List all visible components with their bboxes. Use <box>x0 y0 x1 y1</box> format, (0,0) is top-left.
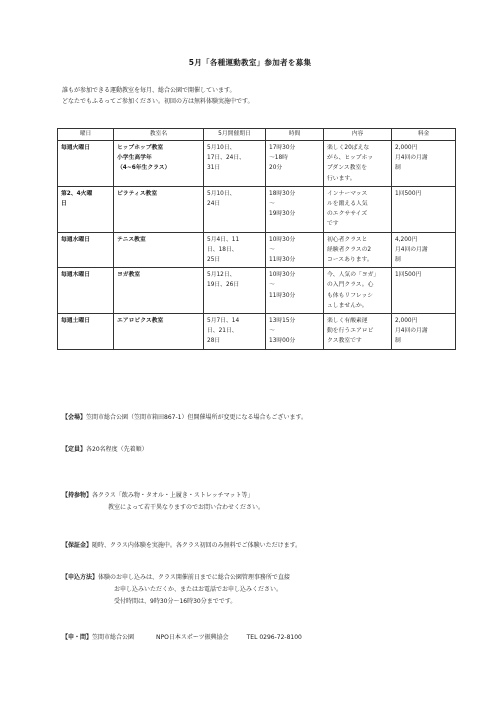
items-section <box>62 490 264 514</box>
cell-dates-line: 日、18日、 <box>207 246 238 253</box>
contact-section <box>62 632 302 644</box>
header-content: 内容 <box>324 129 392 141</box>
cell-day <box>58 186 114 232</box>
venue-text: 笠間市総合公園（笠間市箱田867-1）但開催場所が変更になる場合もございます。 <box>86 414 307 421</box>
cell-dates <box>204 141 266 187</box>
cell-class-name-line: 小学生高学年 <box>117 155 152 162</box>
cell-dates-line: 19日、26日 <box>207 282 240 289</box>
cell-class-name <box>114 186 204 232</box>
cell-day-line: 毎週木曜日 <box>61 272 90 279</box>
apply-label: 【申込方法】 <box>62 574 99 581</box>
cell-content-line: です <box>327 221 339 228</box>
cell-time-line: 11時30分 <box>269 292 296 299</box>
apply-text-3: 受付時間は、9時30分～16時30分までです。 <box>114 598 237 605</box>
cell-class-name-line: ヒップホップ教室 <box>117 145 164 151</box>
cell-time <box>266 141 324 187</box>
cell-time-line: 11時30分 <box>269 257 296 264</box>
cell-content-line: の入門クラス。心 <box>327 282 374 289</box>
cell-day <box>58 232 114 268</box>
cell-class-name-line: テニス教室 <box>117 236 146 243</box>
cell-class-name-line: ヨガ教室 <box>117 272 141 279</box>
cell-day <box>58 314 114 350</box>
cell-content-line: 経験者クラスの2 <box>327 246 372 253</box>
header-time: 時間 <box>266 129 324 141</box>
cell-dates-line: 5月10日、 <box>207 190 236 197</box>
table-row <box>58 186 456 232</box>
cell-fee <box>392 314 456 350</box>
cell-dates <box>204 314 266 350</box>
items-label: 【持参物】 <box>62 492 93 499</box>
cell-dates-line: 24日 <box>207 201 221 208</box>
cell-dates <box>204 268 266 314</box>
cell-fee-line: 4,200円 <box>395 236 418 243</box>
table-row <box>58 314 456 350</box>
table-row <box>58 268 456 314</box>
capacity-text: 各20名程度（先着順） <box>86 446 148 453</box>
table-row <box>58 232 456 268</box>
header-class: 教室名 <box>114 129 204 141</box>
header-day: 曜日 <box>58 129 114 141</box>
cell-time-line: 18時30分 <box>269 190 296 197</box>
cell-content <box>324 314 392 350</box>
cell-content-line: 初心者クラスと <box>327 236 368 243</box>
cell-time-line: 13時15分 <box>269 318 296 325</box>
apply-text-2: お申し込みいただくか、またはお電話でお申し込みください。 <box>114 586 283 593</box>
cell-class-name <box>114 232 204 268</box>
cell-fee <box>392 141 456 187</box>
cell-day <box>58 268 114 314</box>
cell-time-line: ～ <box>269 246 275 253</box>
capacity-section <box>62 444 148 456</box>
cell-content-line: ルを鍛える人気 <box>327 201 368 208</box>
cell-dates-line: 5月4日、11 <box>207 236 240 243</box>
cell-time-line: ～ <box>269 328 275 335</box>
deposit-text: 随時、クラス内体験を実施中。各クラス初回のみ無料でご体験いただけます。 <box>92 542 302 549</box>
cell-fee-line: 月4回の月謝 <box>395 155 428 162</box>
deposit-section <box>62 540 301 552</box>
schedule-table <box>57 128 456 350</box>
cell-day-line: 毎週土曜日 <box>61 318 90 325</box>
cell-content <box>324 232 392 268</box>
cell-content-line: インナーマッス <box>327 190 368 197</box>
cell-content-line: も体もリフレッシ <box>327 292 374 299</box>
cell-class-name <box>114 314 204 350</box>
cell-time-line: 10時30分 <box>269 236 296 243</box>
cell-dates <box>204 232 266 268</box>
capacity-label: 【定員】 <box>62 446 87 453</box>
cell-content-line: 行います。 <box>327 175 356 182</box>
cell-fee <box>392 232 456 268</box>
deposit-label: 【保証金】 <box>62 542 93 549</box>
cell-class-name-line: ピラティス教室 <box>117 190 158 197</box>
cell-content-line: クス教室です <box>327 338 362 345</box>
table-header-row <box>58 129 456 141</box>
cell-content-line: プダンス教室を <box>327 165 368 172</box>
cell-day-line: 毎週火曜日 <box>61 145 90 151</box>
cell-dates-line: 17日、24日、 <box>207 155 245 162</box>
cell-dates-line: 31日 <box>207 165 221 172</box>
cell-time-line: 17時30分 <box>269 145 296 151</box>
contact-label: 【申・問】 <box>62 634 93 641</box>
cell-fee-line: 月4回の月謝 <box>395 246 428 253</box>
cell-class-name-line: エアロビクス教室 <box>117 318 164 325</box>
header-fee: 料金 <box>392 129 456 141</box>
cell-content <box>324 141 392 187</box>
table-row <box>58 141 456 187</box>
cell-fee-line: 2,000円 <box>395 145 418 151</box>
cell-content-line: がら、ヒップホッ <box>327 155 374 162</box>
cell-class-name <box>114 141 204 187</box>
contact-org2: NPO日本スポーツ振興協会 <box>156 634 229 641</box>
contact-tel: TEL 0296-72-8100 <box>246 634 302 641</box>
cell-time-line: ～ <box>269 201 275 208</box>
cell-dates-line: 5月12日、 <box>207 272 236 279</box>
venue-section <box>62 412 307 424</box>
cell-day <box>58 141 114 187</box>
cell-content-line: 今、人気の「ヨガ」 <box>327 272 380 279</box>
cell-content-line: 動を行うエアロビ <box>327 328 374 335</box>
cell-fee-line: 月4回の月謝 <box>395 328 428 335</box>
cell-dates-line: 日、21日、 <box>207 328 238 335</box>
cell-class-name <box>114 268 204 314</box>
cell-dates-line: 5月7日、14 <box>207 318 240 325</box>
cell-time-line: 13時00分 <box>269 338 296 345</box>
cell-content <box>324 268 392 314</box>
cell-fee-line: 制 <box>395 338 401 345</box>
cell-fee-line: 2,000円 <box>395 318 418 325</box>
cell-time-line: 20分 <box>269 165 283 172</box>
apply-text-1: 体験のお申し込みは、クラス開催前日までに総合公園管理事務所で直接 <box>98 574 290 581</box>
cell-time-line: ～18時 <box>269 155 288 162</box>
cell-day-line: 日 <box>61 201 67 208</box>
cell-time <box>266 314 324 350</box>
cell-dates-line: 25日 <box>207 257 221 264</box>
cell-fee <box>392 186 456 232</box>
cell-dates <box>204 186 266 232</box>
cell-time <box>266 232 324 268</box>
cell-fee-line: 制 <box>395 257 401 264</box>
apply-section <box>62 572 290 608</box>
cell-content-line: ュしませんか。 <box>327 302 368 309</box>
items-text-1: 各クラス「飲み物・タオル・上履き・ストレッチマット等」 <box>92 492 254 499</box>
cell-day-line: 毎週水曜日 <box>61 236 90 243</box>
cell-time <box>266 268 324 314</box>
contact-org: 笠間市総合公園 <box>92 634 135 641</box>
cell-time-line: 10時30分 <box>269 272 296 279</box>
cell-content-line: のエクササイズ <box>327 211 368 218</box>
cell-fee-line: 1回500円 <box>395 190 422 197</box>
cell-time <box>266 186 324 232</box>
cell-time-line: ～ <box>269 282 275 289</box>
cell-fee-line: 制 <box>395 165 401 172</box>
cell-dates-line: 5月10日、 <box>207 145 236 151</box>
intro-line-1: 誰もが参加できる運動教室を毎月、総合公園で開催しています。 <box>62 87 236 94</box>
cell-content-line: 楽しく20ぱえな <box>327 145 370 151</box>
cell-dates-line: 28日 <box>207 338 221 345</box>
page-title: 5月「各種運動教室」参加者を募集 <box>188 58 312 67</box>
venue-label: 【会場】 <box>62 414 87 421</box>
header-dates: 5月開催期日 <box>204 129 266 141</box>
cell-content <box>324 186 392 232</box>
cell-fee <box>392 268 456 314</box>
cell-day-line: 第2、4火曜 <box>61 190 93 197</box>
cell-class-name-line: （4~6年生クラス） <box>117 165 171 172</box>
cell-content-line: コースあります。 <box>327 257 373 264</box>
intro-line-2: どなたでもふるってご参加ください。初回の方は無料体験実施中です。 <box>62 98 254 105</box>
cell-fee-line: 1回500円 <box>395 272 422 279</box>
cell-content-line: 楽しく有酸素運 <box>327 318 368 325</box>
cell-time-line: 19時30分 <box>269 211 296 218</box>
items-text-2: 教室によって若干異なりますのでお問い合わせください。 <box>108 504 265 511</box>
